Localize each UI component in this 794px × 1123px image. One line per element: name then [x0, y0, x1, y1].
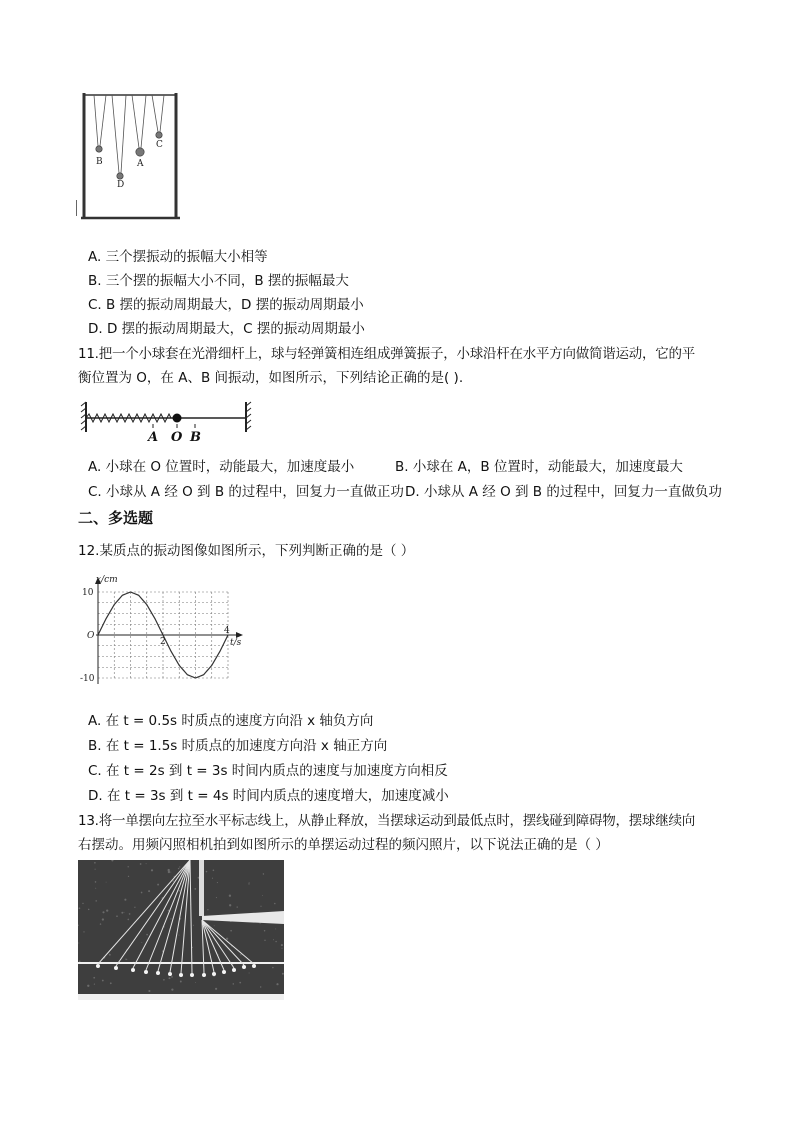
- q10-option-a[interactable]: A. 三个摆振动的振幅大小相等: [88, 249, 268, 265]
- y-tick-label: 10: [82, 588, 94, 598]
- spring: [86, 414, 176, 422]
- noise-dot: [249, 972, 250, 973]
- noise-dot: [151, 869, 153, 871]
- q13-stem-line-1: 13.将一单摆向左拉至水平标志线上，从静止释放，当摆球运动到最低点时，摆线碰到障碍物，摆球继续向: [78, 813, 695, 829]
- noise-dot: [281, 944, 283, 946]
- noise-dot: [106, 909, 108, 911]
- noise-dot: [206, 871, 207, 872]
- noise-dot: [102, 980, 104, 982]
- noise-dot: [272, 967, 273, 968]
- noise-dot: [195, 982, 196, 983]
- q12-option-b[interactable]: B. 在 t = 1.5s 时质点的加速度方向沿 x 轴正方向: [88, 738, 388, 754]
- noise-dot: [233, 983, 235, 985]
- noise-dot: [193, 925, 194, 926]
- noise-dot: [93, 977, 95, 979]
- bob-image: [202, 973, 206, 977]
- right-wall: [246, 402, 251, 432]
- noise-dot: [273, 939, 274, 940]
- q11-stem-line-2: 衡位置为 O，在 A、B 间振动，如图所示，下列结论正确的是( ).: [78, 370, 464, 386]
- noise-dot: [169, 977, 171, 979]
- q11-option-c[interactable]: C. 小球从 A 经 O 到 B 的过程中，回复力一直做正功: [88, 484, 404, 500]
- noise-dot: [128, 866, 129, 867]
- noise-dot: [100, 923, 101, 924]
- noise-dot: [79, 961, 81, 963]
- label-a: A: [148, 430, 159, 444]
- noise-dot: [79, 907, 81, 909]
- pendulum-label-d: D: [117, 180, 125, 190]
- noise-dot: [125, 959, 126, 960]
- pendulum-bobs: [96, 132, 162, 179]
- noise-dot: [82, 903, 83, 904]
- bob-image: [179, 973, 183, 977]
- q10-option-d[interactable]: D. D 摆的振动周期最大，C 摆的振动周期最小: [88, 321, 365, 337]
- noise-dot: [240, 954, 241, 955]
- bob-image: [222, 970, 226, 974]
- noise-dot: [213, 976, 214, 977]
- noise-dot: [87, 985, 89, 987]
- noise-dot: [171, 976, 173, 978]
- noise-dot: [128, 876, 129, 877]
- bob-image: [242, 965, 246, 969]
- noise-dot: [260, 986, 261, 987]
- noise-dot: [124, 912, 125, 913]
- noise-dot: [146, 934, 148, 936]
- noise-dot: [157, 884, 159, 886]
- q12-stem: 12.某质点的振动图像如图所示，下列判断正确的是（ ）: [78, 543, 415, 559]
- noise-dot: [216, 897, 217, 898]
- pendulum-label-b: B: [96, 157, 103, 167]
- bob-image: [156, 971, 160, 975]
- noise-dot: [249, 882, 250, 883]
- bob-image: [131, 968, 135, 972]
- noise-dot: [168, 869, 170, 871]
- noise-dot: [260, 906, 261, 907]
- noise-dot: [212, 878, 213, 879]
- q12-vibration-chart: [80, 572, 250, 690]
- noise-dot: [129, 913, 131, 915]
- noise-dot: [95, 881, 97, 883]
- noise-dot: [178, 868, 179, 869]
- noise-dot: [170, 872, 171, 873]
- noise-dot: [88, 909, 90, 911]
- noise-dot: [124, 899, 126, 901]
- noise-dot: [207, 909, 208, 910]
- noise-dot: [148, 990, 150, 992]
- noise-dot: [239, 982, 241, 984]
- noise-dot: [218, 954, 219, 955]
- noise-dot: [121, 912, 123, 914]
- noise-dot: [248, 883, 249, 884]
- q11-option-b[interactable]: B. 小球在 A，B 位置时，动能最大，加速度最大: [395, 459, 683, 475]
- q11-stem-line-1: 11.把一个小球套在光滑细杆上，球与轻弹簧相连组成弹簧振子，小球沿杆在水平方向做简谐运动，它的平: [78, 346, 695, 362]
- noise-dot: [263, 873, 264, 874]
- noise-dot: [230, 930, 232, 932]
- noise-dot: [141, 942, 142, 943]
- noise-dot: [134, 907, 135, 908]
- noise-dot: [173, 880, 175, 882]
- noise-dot: [179, 935, 180, 936]
- noise-dot: [237, 906, 238, 907]
- noise-dot: [109, 954, 111, 956]
- pendulum-label-c: C: [156, 140, 163, 150]
- y-tick-label: -10: [80, 674, 95, 684]
- noise-dot: [127, 919, 129, 921]
- noise-dot: [106, 882, 107, 883]
- noise-dot: [274, 903, 276, 905]
- noise-dot: [110, 982, 112, 984]
- noise-dot: [116, 915, 118, 917]
- noise-dot: [264, 930, 265, 931]
- noise-dot: [282, 973, 284, 975]
- noise-dot: [141, 892, 143, 894]
- x-tick-label: 4: [224, 626, 230, 636]
- noise-dot: [217, 882, 218, 883]
- label-o: O: [171, 430, 183, 444]
- noise-dot: [78, 943, 79, 944]
- ball: [173, 414, 182, 423]
- q11-spring-figure: [80, 400, 256, 444]
- bob-image: [96, 964, 100, 968]
- q13-stroboscopic-photo: [78, 860, 284, 1000]
- pendulum-frame: [76, 93, 180, 218]
- bob-image: [144, 970, 148, 974]
- noise-dot: [214, 925, 215, 926]
- noise-dot: [281, 948, 282, 949]
- bob-image: [212, 972, 216, 976]
- noise-dot: [102, 911, 104, 913]
- q12-option-a[interactable]: A. 在 t = 0.5s 时质点的速度方向沿 x 轴负方向: [88, 713, 374, 729]
- noise-dot: [264, 940, 265, 941]
- pendulum-strings: [94, 95, 164, 173]
- noise-dot: [83, 931, 84, 932]
- q11-option-a[interactable]: A. 小球在 O 位置时，动能最大，加速度最小: [88, 459, 355, 475]
- q10-pendulum-figure: [76, 88, 186, 224]
- noise-dot: [262, 895, 263, 896]
- q12-option-d[interactable]: D. 在 t = 3s 到 t = 4s 时间内质点的速度增大，加速度减小: [88, 788, 449, 804]
- noise-dot: [226, 938, 228, 940]
- q13-stem-line-2: 右摆动。用频闪照相机拍到如图所示的单摆运动过程的频闪照片，以下说法正确的是（ ）: [78, 837, 609, 853]
- noise-dot: [94, 862, 96, 864]
- noise-dot: [102, 918, 104, 920]
- bob-image: [114, 966, 118, 970]
- noise-dot: [179, 890, 181, 892]
- q11-option-d[interactable]: D. 小球从 A 经 O 到 B 的过程中，回复力一直做负功: [405, 484, 722, 500]
- bob-image: [190, 973, 194, 977]
- q12-option-c[interactable]: C. 在 t = 2s 到 t = 3s 时间内质点的速度与加速度方向相反: [88, 763, 448, 779]
- bob-image: [252, 964, 256, 968]
- noise-dot: [163, 979, 165, 981]
- noise-dot: [146, 863, 147, 864]
- noise-dot: [179, 866, 180, 867]
- y-axis-label: x/cm: [96, 575, 118, 585]
- noise-dot: [140, 863, 142, 865]
- noise-dot: [229, 895, 231, 897]
- pendulum-label-a: A: [137, 159, 144, 169]
- bob-image: [168, 972, 172, 976]
- q10-option-c[interactable]: C. B 摆的振动周期最大，D 摆的振动周期最小: [88, 297, 364, 313]
- q10-option-b[interactable]: B. 三个摆的振幅大小不同，B 摆的振幅最大: [88, 273, 349, 289]
- left-wall: [81, 402, 86, 432]
- bob-image: [232, 968, 236, 972]
- noise-dot: [94, 984, 95, 985]
- origin-label: O: [87, 631, 95, 641]
- label-b: B: [190, 430, 201, 444]
- noise-dot: [194, 888, 196, 890]
- noise-dot: [275, 928, 276, 929]
- noise-dot: [276, 983, 278, 985]
- x-axis-label: t/s: [230, 638, 242, 648]
- noise-dot: [95, 888, 96, 889]
- section-title-multiple-choice: 二、多选题: [78, 509, 154, 527]
- noise-dot: [215, 988, 217, 990]
- x-tick-label: 2: [160, 637, 166, 647]
- noise-dot: [95, 900, 97, 902]
- noise-dot: [229, 904, 231, 906]
- chart-axes: [95, 577, 243, 684]
- noise-dot: [171, 988, 173, 990]
- noise-dot: [148, 890, 150, 892]
- noise-dot: [95, 869, 96, 870]
- noise-dot: [180, 981, 182, 983]
- noise-dot: [170, 918, 171, 919]
- noise-dot: [213, 870, 215, 872]
- noise-dot: [275, 941, 276, 942]
